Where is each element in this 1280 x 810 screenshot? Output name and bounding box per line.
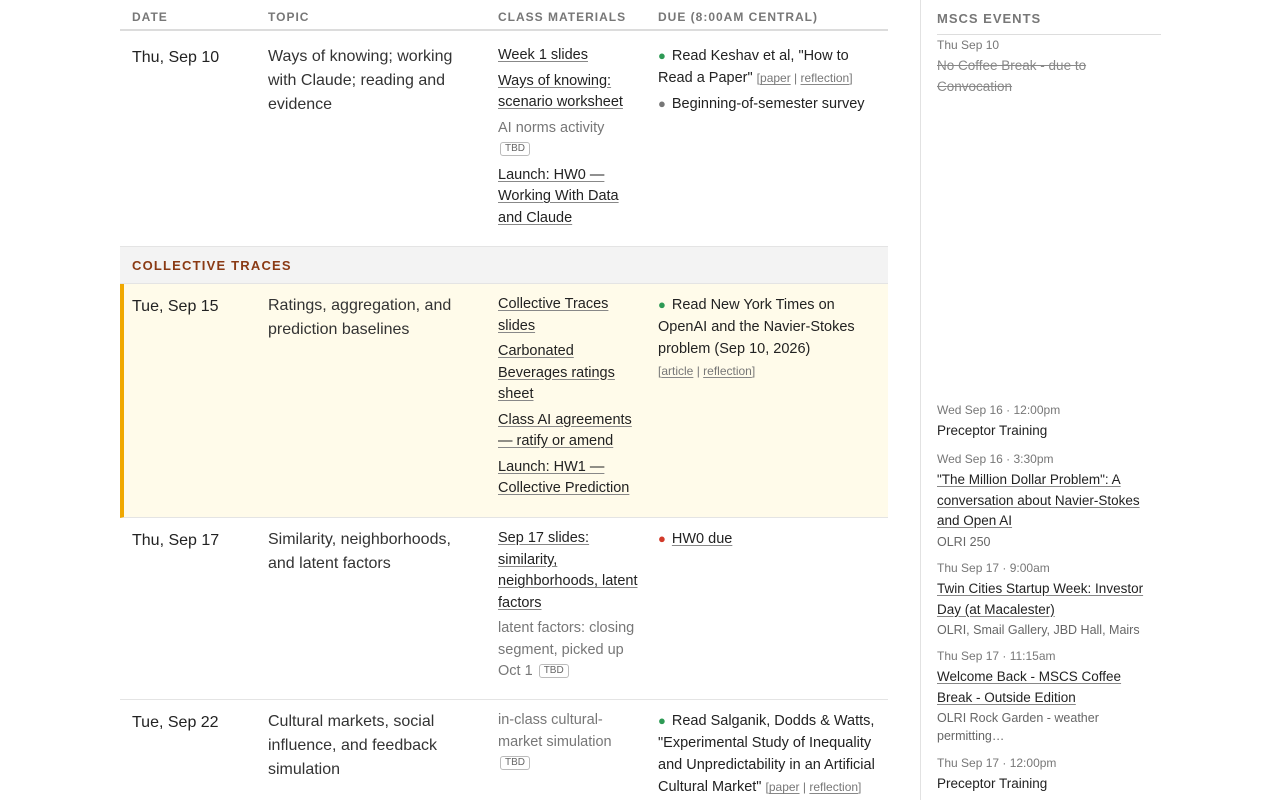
class-materials xyxy=(498,294,643,504)
materials-link[interactable]: Sep 17 slides: similarity, neighborhoods, latent factors xyxy=(498,530,638,611)
materials-link[interactable]: Class AI agreements — ratify or amend xyxy=(498,411,632,449)
hw0-due-link[interactable]: HW0 due xyxy=(671,531,733,547)
tbd-badge: TBD xyxy=(500,142,530,156)
event-item xyxy=(937,755,1147,795)
materials-link[interactable]: Launch: HW1 — Collective Prediction xyxy=(498,458,630,496)
event-time: Thu Sep 17 · 11:15am xyxy=(937,649,1056,663)
due-text: Read Salganik, Dodds & Watts, "Experimental Study of Inequality and Unpredictability in an Artificial Cultural Market" xyxy=(658,713,875,795)
due-list xyxy=(658,294,880,386)
header-topic: TOPIC xyxy=(268,10,310,24)
reflection-link[interactable]: reflection xyxy=(703,364,752,378)
event-title: Preceptor Training xyxy=(937,776,1048,791)
event-time: Wed Sep 16 · 12:00pm xyxy=(937,403,1061,417)
paper-link[interactable]: paper xyxy=(760,71,791,85)
event-title-link[interactable]: Welcome Back - MSCS Coffee Break - Outside Edition xyxy=(937,669,1122,705)
event-item xyxy=(937,648,1147,745)
sidebar-title: MSCS EVENTS xyxy=(937,11,1042,26)
due-text: Read New York Times on OpenAI and the Navier-Stokes problem (Sep 10, 2026) xyxy=(658,297,855,357)
materials-text: AI norms activity xyxy=(498,119,605,136)
due-links: [paper | reflection] xyxy=(765,780,862,794)
due-links: [article | reflection] xyxy=(658,364,756,378)
materials-link[interactable]: Launch: HW0 — Working With Data and Claude xyxy=(498,166,619,226)
materials-text: in-class cultural-market simulation xyxy=(498,712,612,750)
tbd-badge: TBD xyxy=(539,664,569,678)
header-materials: CLASS MATERIALS xyxy=(498,10,627,24)
materials-link[interactable]: Week 1 slides xyxy=(498,47,588,63)
status-dot-icon: ● xyxy=(658,297,666,312)
status-dot-icon: ● xyxy=(658,48,666,63)
status-dot-icon: ● xyxy=(658,531,666,546)
table-row xyxy=(120,518,888,700)
row-topic: Ratings, aggregation, and prediction baselines xyxy=(268,297,452,338)
event-title-link[interactable]: Twin Cities Startup Week: Investor Day (at Macalester) xyxy=(937,581,1144,617)
event-item xyxy=(937,560,1147,639)
due-list xyxy=(658,528,880,554)
table-header xyxy=(120,0,888,31)
row-date: Tue, Sep 22 xyxy=(132,714,219,731)
row-date: Thu, Sep 10 xyxy=(132,49,220,66)
status-dot-icon: ● xyxy=(658,96,666,111)
row-date: Tue, Sep 15 xyxy=(132,298,219,315)
due-links: [paper | reflection] xyxy=(756,71,853,85)
event-item xyxy=(937,37,1147,97)
status-dot-icon: ● xyxy=(658,713,666,728)
row-date: Thu, Sep 17 xyxy=(132,532,220,549)
event-time: Thu Sep 10 xyxy=(937,38,1000,52)
event-title: Preceptor Training xyxy=(937,423,1048,438)
materials-text: latent factors: closing segment, picked up Oct 1 xyxy=(498,620,635,679)
event-title-link[interactable]: "The Million Dollar Problem": A conversation about Navier-Stokes and Open AI xyxy=(937,472,1140,528)
event-item xyxy=(937,451,1147,551)
event-time: Wed Sep 16 · 3:30pm xyxy=(937,452,1054,466)
section-label: COLLECTIVE TRACES xyxy=(132,258,292,273)
table-row xyxy=(120,35,888,247)
class-materials xyxy=(498,528,643,687)
event-time: Thu Sep 17 · 9:00am xyxy=(937,561,1050,575)
events-sidebar xyxy=(920,0,1280,800)
materials-link[interactable]: Collective Traces slides xyxy=(498,296,609,334)
class-materials xyxy=(498,45,643,233)
paper-link[interactable]: paper xyxy=(768,780,800,794)
section-header xyxy=(120,247,888,284)
row-topic: Ways of knowing; working with Claude; reading and evidence xyxy=(268,48,453,113)
reflection-link[interactable]: reflection xyxy=(809,780,859,794)
table-row-current xyxy=(120,284,888,518)
class-materials xyxy=(498,710,643,779)
event-location: OLRI Rock Garden - weather permitting… xyxy=(937,711,1099,743)
event-location: OLRI, Smail Gallery, JBD Hall, Mairs xyxy=(937,623,1140,637)
row-topic: Cultural markets, social influence, and feedback simulation xyxy=(268,713,438,778)
event-item xyxy=(937,402,1147,442)
materials-link[interactable]: Carbonated Beverages ratings sheet xyxy=(498,343,615,402)
header-date: DATE xyxy=(132,10,168,24)
due-list xyxy=(658,710,880,802)
row-topic: Similarity, neighborhoods, and latent factors xyxy=(268,531,451,572)
reflection-link[interactable]: reflection xyxy=(800,71,850,85)
article-link[interactable]: article xyxy=(661,364,694,378)
materials-link[interactable]: Ways of knowing: scenario worksheet xyxy=(498,72,623,110)
due-text: Read Keshav et al, "How to Read a Paper" xyxy=(658,48,849,86)
event-time: Thu Sep 17 · 12:00pm xyxy=(937,756,1057,770)
due-text: Beginning-of-semester survey xyxy=(671,96,865,112)
due-list xyxy=(658,45,880,119)
event-location: OLRI 250 xyxy=(937,534,991,549)
tbd-badge: TBD xyxy=(500,756,530,770)
sidebar-divider xyxy=(937,34,1161,35)
table-row xyxy=(120,700,888,810)
header-due: DUE (8:00AM CENTRAL) xyxy=(658,10,819,24)
event-title-cancelled: No Coffee Break - due to Convocation xyxy=(937,58,1087,94)
